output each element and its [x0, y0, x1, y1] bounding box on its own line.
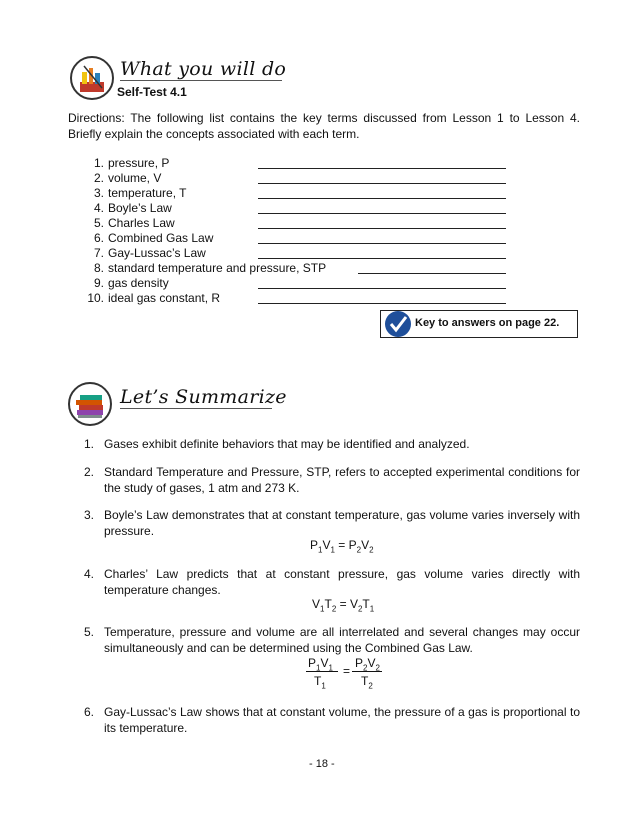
what-you-will-do-icon — [70, 56, 114, 100]
list-item: 3. temperature, T — [86, 186, 526, 202]
answer-key-box — [380, 310, 578, 338]
answer-line[interactable] — [258, 231, 506, 244]
title-underline — [120, 408, 272, 409]
numerator-right: $P_2V_2$ — [355, 656, 380, 673]
list-item: 2. Standard Temperature and Pressure, STP, refers to accepted experimental conditions for the study of gases, 1 atm and 273 K. — [84, 465, 580, 495]
combined-gas-law-formula — [304, 656, 384, 692]
list-item: 1. Gases exhibit definite behaviors that may be identified and analyzed. — [84, 437, 470, 451]
list-item: 3. Boyle’s Law demonstrates that at constant temperature, gas volume varies inversely with pressure. — [84, 508, 580, 538]
list-item: 4. Boyle’s Law — [86, 201, 526, 217]
fraction-bar-left — [306, 671, 338, 672]
section-title-what-you-will-do: What you will do — [120, 58, 287, 80]
answer-line[interactable] — [258, 171, 506, 184]
summary-books-icon — [68, 382, 112, 426]
directions-text: Directions: The following list contains the key terms discussed from Lesson 1 to Lesson 4. Briefly explain the concepts associated with each term. — [68, 111, 580, 141]
answer-line[interactable] — [258, 276, 506, 289]
list-item: 5. Temperature, pressure and volume are all interrelated and several changes may occur simultaneously and can be determined using the Combined Gas Law. — [84, 625, 580, 655]
charles-law-formula: $V_1T_2 = V_2T_1$ — [312, 597, 375, 614]
list-item: 5. Charles Law — [86, 216, 526, 232]
fraction-bar-right — [352, 671, 382, 672]
list-item: 8. standard temperature and pressure, STP — [86, 261, 526, 277]
self-test-label: Self-Test 4.1 — [117, 85, 187, 99]
answer-line[interactable] — [258, 201, 506, 214]
checkmark-icon — [383, 309, 413, 344]
key-terms-list — [86, 156, 526, 316]
list-item: 1. pressure, P — [86, 156, 526, 172]
page-number: - 18 - — [309, 758, 335, 770]
answer-line[interactable] — [258, 246, 506, 259]
answer-line[interactable] — [358, 261, 506, 274]
list-item: 6. Gay-Lussac’s Law shows that at constant volume, the pressure of a gas is proportional to its temperature. — [84, 705, 580, 735]
boyles-law-formula: $P_1V_1 = P_2V_2$ — [310, 538, 374, 555]
list-item: 7. Gay-Lussac’s Law — [86, 246, 526, 262]
list-item: 9. gas density — [86, 276, 526, 292]
numerator-left: $P_1V_1$ — [308, 656, 333, 673]
denominator-right: $T_2$ — [361, 674, 373, 691]
denominator-left: $T_1$ — [314, 674, 326, 691]
list-item: 2. volume, V — [86, 171, 526, 187]
list-item: 6. Combined Gas Law — [86, 231, 526, 247]
answer-line[interactable] — [258, 156, 506, 169]
title-underline — [120, 80, 282, 81]
key-note-text: Key to answers on page 22. — [415, 317, 560, 329]
list-item: 4. Charles’ Law predicts that at constant pressure, gas volume varies directly with temperature changes. — [84, 567, 580, 597]
answer-line[interactable] — [258, 216, 506, 229]
answer-line[interactable] — [258, 186, 506, 199]
list-item: 10. ideal gas constant, R — [86, 291, 526, 307]
section-title-lets-summarize: Let’s Summarize — [120, 386, 287, 408]
equals-sign: = — [343, 664, 351, 678]
answer-line[interactable] — [258, 291, 506, 304]
